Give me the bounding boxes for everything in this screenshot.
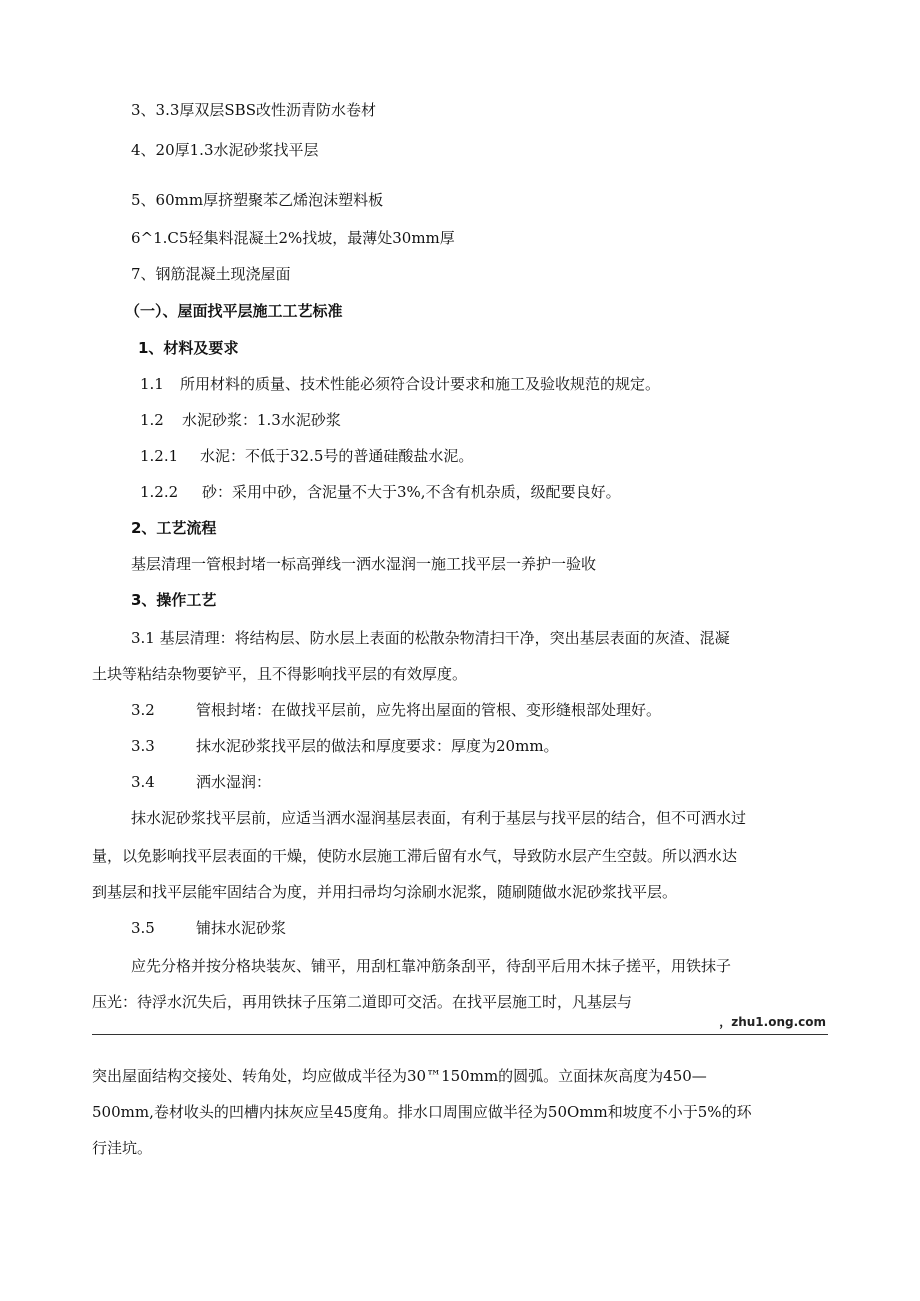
list-item [131, 918, 286, 938]
list-item [140, 374, 660, 394]
paragraph-line: 土块等粘结杂物要铲平，且不得影响找平层的有效厚度。 [92, 665, 468, 683]
item-number: 1.2 [140, 411, 164, 429]
paragraph-line: 抹水泥砂浆找平层前，应适当洒水湿润基层表面，有利于基层与找平层的结合，但不可洒水过 [131, 809, 747, 827]
list-item [140, 410, 341, 430]
list-item [131, 772, 271, 792]
paragraph-line: 量，以免影响找平层表面的干燥，使防水层施工滞后留有水气，导致防水层产生空鼓。所以洒水达 [92, 847, 738, 865]
watermark-text: ，zhu1.ong.com [719, 1015, 826, 1029]
paragraph-line: 行洼坑。 [92, 1139, 153, 1157]
item-text: 洒水湿润： [196, 773, 272, 791]
section-title: （一）、屋面找平层施工工艺标准 [125, 302, 343, 320]
layer-line: 6^1.C5轻集料混凝土2%找坡，最薄处30mm厚 [131, 229, 455, 247]
layer-line: 4、20厚1.3水泥砂浆找平层 [131, 141, 319, 159]
item-text: 铺抹水泥砂浆 [196, 919, 287, 937]
item-number: 1.2.2 [140, 483, 179, 501]
list-item [140, 482, 621, 502]
item-number: 3.3 [131, 737, 155, 755]
item-number: 3.5 [131, 919, 155, 937]
item-number: 3.4 [131, 773, 155, 791]
layer-line: 3、3.3厚双层SBS改性沥青防水卷材 [131, 101, 376, 119]
list-item [140, 446, 473, 466]
layer-line: 7、钢筋混凝土现浇屋面 [131, 265, 291, 283]
paragraph-line: 应先分格并按分格块装灰、铺平，用刮杠靠冲筋条刮平，待刮平后用木抹子搓平，用铁抹子 [131, 957, 732, 975]
item-text: 砂：采用中砂，含泥量不大于3%,不含有机杂质，级配要良好。 [202, 483, 621, 501]
paragraph-line: 到基层和找平层能牢固结合为度，并用扫帚均匀涂刷水泥浆，随刷随做水泥砂浆找平层。 [92, 883, 678, 901]
item-number: 3.2 [131, 701, 155, 719]
item-text: 水泥：不低于32.5号的普通硅酸盐水泥。 [200, 447, 474, 465]
layer-line: 5、60mm厚挤塑聚苯乙烯泡沫塑料板 [131, 191, 384, 209]
list-item [131, 700, 661, 720]
item-text: 水泥砂浆：1.3水泥砂浆 [182, 411, 341, 429]
paragraph-line: 突出屋面结构交接处、转角处，均应做成半径为30™150mm的圆弧。立面抹灰高度为450— [92, 1067, 707, 1085]
heading-process-flow: 2、工艺流程 [131, 519, 217, 537]
paragraph-line: 3.1 基层清理：将结构层、防水层上表面的松散杂物清扫干净，突出基层表面的灰渣、混凝 [131, 629, 730, 647]
heading-materials: 1、材料及要求 [138, 339, 239, 357]
item-text: 抹水泥砂浆找平层的做法和厚度要求：厚度为20mm。 [196, 737, 559, 755]
paragraph-line: 500mm,卷材收头的凹槽内抹灰应呈45度角。排水口周围应做半径为50Omm和坡度不小于5%的环 [92, 1103, 752, 1121]
process-flow-text: 基层清理一管根封堵一标高弹线一洒水湿润一施工找平层一养护一验收 [131, 555, 597, 573]
item-number: 1.1 [140, 375, 164, 393]
paragraph-line: 压光：待浮水沉失后，再用铁抹子压第二道即可交活。在找平层施工时，凡基层与 [92, 993, 633, 1011]
item-text: 所用材料的质量、技术性能必须符合设计要求和施工及验收规范的规定。 [180, 375, 661, 393]
item-number: 1.2.1 [140, 447, 179, 465]
item-text: 管根封堵：在做找平层前，应先将出屋面的管根、变形缝根部处理好。 [196, 701, 662, 719]
list-item [131, 736, 559, 756]
heading-operation: 3、操作工艺 [131, 591, 217, 609]
page-divider [92, 1034, 828, 1035]
